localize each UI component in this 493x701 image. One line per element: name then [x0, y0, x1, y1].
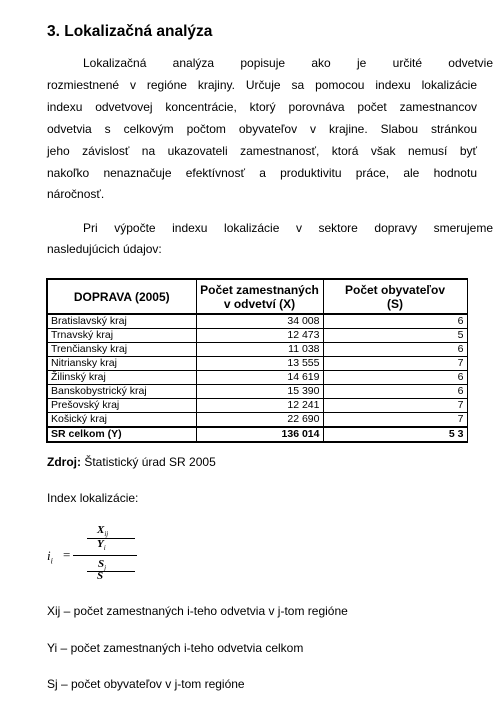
region-cell: Bratislavský kraj [47, 314, 196, 329]
paragraph1-line: jeho závislosť na ukazovateli zamestnanosť, ktorá však nemusí byť [47, 144, 477, 158]
formula-equals: = [63, 547, 71, 562]
paragraph1-line: indexu odvetvovej koncentrácie, ktorý porovnáva počet zamestnancov [47, 100, 477, 114]
formula-S: S [97, 570, 104, 582]
value-cell: 14 619 [196, 371, 323, 385]
definition-xij: Xij – počet zamestnaných i-teho odvetvia v j-tom regióne [47, 604, 348, 618]
value-cell: 6 [323, 343, 467, 357]
paragraph1-line: rozmiestnené v regióne krajiny. Určuje sa pomocou indexu lokalizácie [47, 78, 477, 92]
value-cell: 5 [323, 329, 467, 343]
paragraph2-line: Pri výpočte indexu lokalizácie v sektore dopravy smerujeme [83, 221, 493, 235]
header-label: Počet obyvateľov [345, 282, 445, 297]
table-row [47, 385, 467, 399]
formula-lhs: $i_i$ [47, 548, 53, 566]
value-cell: 7 [323, 357, 467, 371]
formula-x: $X_{ij}$ [97, 524, 109, 539]
total-label-cell: SR celkom (Y) [47, 427, 196, 442]
source-note [47, 455, 216, 469]
total-value-cell: 136 014 [196, 427, 323, 442]
table-row [47, 399, 467, 413]
paragraph2-line: nasledujúcich údajov: [47, 242, 162, 256]
formula-s: $S_j$ [98, 558, 107, 573]
region-cell: Prešovský kraj [47, 399, 196, 413]
table-body [47, 314, 467, 442]
value-cell: 13 555 [196, 357, 323, 371]
definition-sj: Sj – počet obyvateľov v j-tom regióne [47, 677, 245, 691]
data-table [46, 278, 468, 443]
header-label: DOPRAVA (2005) [73, 289, 170, 304]
section-heading: 3. Lokalizačná analýza [47, 23, 213, 40]
table-row [47, 314, 467, 329]
table-row [47, 413, 467, 428]
source-text: Štatistický úrad SR 2005 [84, 455, 216, 469]
value-cell: 6 [323, 314, 467, 329]
region-cell: Nitriansky kraj [47, 357, 196, 371]
formula-y: $Y_i$ [97, 538, 106, 553]
value-cell: 12 473 [196, 329, 323, 343]
table-row [47, 371, 467, 385]
value-cell: 7 [323, 399, 467, 413]
table-header-cell [323, 279, 467, 314]
header-label: v odvetví (X) [223, 296, 296, 311]
value-cell: 6 [323, 371, 467, 385]
localization-index-formula [47, 524, 147, 584]
table-header-row [47, 279, 467, 314]
paragraph1-line: náročnosť. [47, 187, 105, 201]
region-cell: Trnavský kraj [47, 329, 196, 343]
value-cell: 12 241 [196, 399, 323, 413]
source-label: Zdroj: [47, 455, 81, 469]
main-fraction-bar [73, 555, 137, 556]
index-label: Index lokalizácie: [47, 491, 139, 505]
paragraph1-line: nakoľko nenaznačuje efektívnosť a produktivitu práce, ale hodnotu [47, 166, 477, 180]
total-value-cell: 5 3 [323, 427, 467, 442]
value-cell: 7 [323, 413, 467, 428]
fraction-bar [87, 571, 135, 572]
table-total-row [47, 427, 467, 442]
table-row [47, 329, 467, 343]
region-cell: Banskobystrický kraj [47, 385, 196, 399]
table-header-cell [196, 279, 323, 314]
header-label: Počet zamestnaných [200, 282, 319, 297]
table-header-cell [47, 279, 196, 314]
definition-yi: Yi – počet zamestnaných i-teho odvetvia celkom [47, 641, 304, 655]
region-cell: Košický kraj [47, 413, 196, 428]
paragraph1-line: Lokalizačná analýza popisuje ako je určité odvetvie [83, 56, 493, 70]
region-cell: Žilinský kraj [47, 371, 196, 385]
value-cell: 22 690 [196, 413, 323, 428]
region-cell: Trenčiansky kraj [47, 343, 196, 357]
value-cell: 11 038 [196, 343, 323, 357]
fraction-bar [87, 538, 135, 539]
value-cell: 34 008 [196, 314, 323, 329]
value-cell: 6 [323, 385, 467, 399]
header-label: (S) [387, 296, 403, 311]
table-row [47, 357, 467, 371]
table-row [47, 343, 467, 357]
paragraph1-line: odvetvia s celkovým počtom obyvateľov v krajine. Slabou stránkou [47, 122, 477, 136]
value-cell: 15 390 [196, 385, 323, 399]
